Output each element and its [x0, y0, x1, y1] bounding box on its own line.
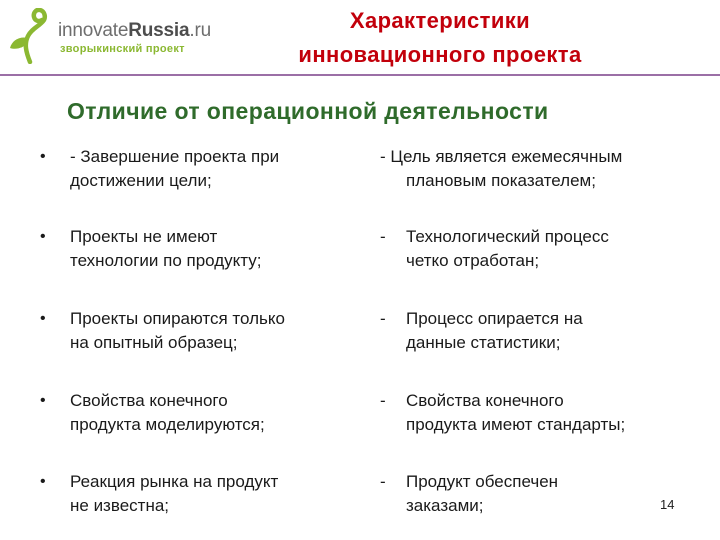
comparison-row	[0, 470, 720, 530]
bullet-marker: •	[40, 228, 46, 245]
project-characteristic: Реакция рынка на продукт не известна;	[70, 472, 279, 515]
bullet-marker: •	[40, 392, 46, 409]
operational-characteristic: Технологический процесс четко отработан;	[406, 227, 609, 270]
section-subtitle: Отличие от операционной деятельности	[67, 98, 549, 124]
slide-title-line1: Характеристики	[349, 8, 531, 33]
comparison-row	[0, 389, 720, 449]
slide-title-line2: инновационного проекта	[298, 42, 582, 67]
operational-characteristic: Продукт обеспечен заказами;	[406, 472, 559, 515]
project-characteristic: Проекты опираются только на опытный образец;	[70, 309, 285, 352]
dash-marker: -	[380, 391, 386, 410]
header-divider	[0, 74, 720, 76]
project-characteristic: Свойства конечного продукта моделируются;	[70, 391, 265, 434]
slide-title	[240, 4, 640, 72]
project-characteristic: - Завершение проекта при достижении цели;	[70, 147, 280, 190]
operational-characteristic: Процесс опирается на данные статистики;	[406, 309, 583, 352]
operational-characteristic: - Цель является ежемесячным плановым показателем;	[380, 147, 623, 190]
dash-marker: -	[380, 227, 386, 246]
innovaterussia-logo	[6, 8, 211, 64]
sprout-logo-icon	[6, 8, 54, 64]
logo-wordmark: innovateRussia.ru	[58, 20, 211, 41]
project-characteristic: Проекты не имеют технологии по продукту;	[70, 227, 262, 270]
page-number: 14	[660, 497, 675, 512]
bullet-marker: •	[40, 148, 46, 165]
logo-tagline: зворыкинский проект	[60, 43, 185, 55]
dash-marker: -	[380, 472, 386, 491]
comparison-row	[0, 225, 720, 285]
bullet-marker: •	[40, 473, 46, 490]
operational-characteristic: Свойства конечного продукта имеют стандарты;	[406, 391, 626, 434]
comparison-row	[0, 307, 720, 367]
comparison-row	[0, 145, 720, 205]
bullet-marker: •	[40, 310, 46, 327]
dash-marker: -	[380, 309, 386, 328]
